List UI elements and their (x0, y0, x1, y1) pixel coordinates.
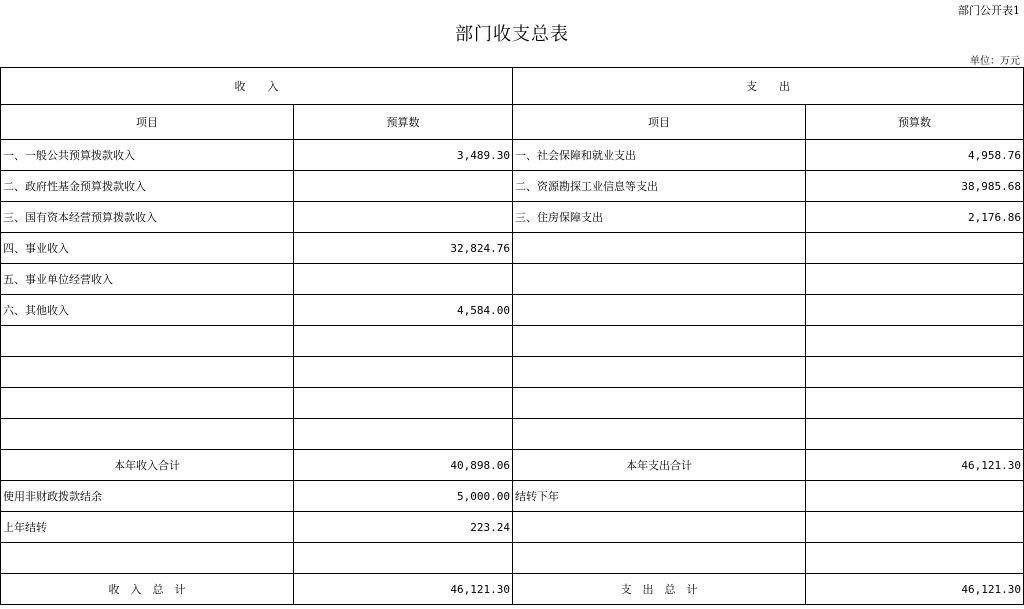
expense-grand-total-label: 支 出 总 计 (513, 574, 806, 605)
income-section-header: 收 入 (1, 68, 513, 105)
expense-item (513, 543, 806, 574)
expense-item (513, 326, 806, 357)
form-number: 部门公开表1 (958, 4, 1020, 17)
income-item (1, 388, 294, 419)
balance-row (1, 481, 1024, 512)
income-value (294, 326, 513, 357)
grand-total-row (1, 574, 1024, 605)
expense-value (806, 419, 1024, 450)
table-row (1, 264, 1024, 295)
income-item: 二、政府性基金预算拨款收入 (1, 171, 294, 202)
non-fiscal-balance-value: 5,000.00 (294, 481, 513, 512)
expense-item (513, 419, 806, 450)
expense-section-header: 支 出 (513, 68, 1024, 105)
carry-next-year-value (806, 481, 1024, 512)
year-income-total-value: 40,898.06 (294, 450, 513, 481)
year-total-row (1, 450, 1024, 481)
expense-value: 38,985.68 (806, 171, 1024, 202)
expense-budget-column-header: 预算数 (806, 105, 1024, 140)
expense-value (806, 357, 1024, 388)
income-item: 六、其他收入 (1, 295, 294, 326)
income-item (1, 419, 294, 450)
budget-summary-table (0, 67, 1024, 605)
prior-year-carry-value: 223.24 (294, 512, 513, 543)
prior-year-carry-label: 上年结转 (1, 512, 294, 543)
year-income-total-label: 本年收入合计 (1, 450, 294, 481)
income-value (294, 419, 513, 450)
income-item: 三、国有资本经营预算拨款收入 (1, 202, 294, 233)
expense-value (806, 326, 1024, 357)
expense-value: 2,176.86 (806, 202, 1024, 233)
table-row (1, 388, 1024, 419)
table-row (1, 543, 1024, 574)
income-item (1, 543, 294, 574)
non-fiscal-balance-label: 使用非财政拨款结余 (1, 481, 294, 512)
expense-item (513, 264, 806, 295)
income-value: 4,584.00 (294, 295, 513, 326)
income-value (294, 171, 513, 202)
table-row (1, 419, 1024, 450)
year-expense-total-value: 46,121.30 (806, 450, 1024, 481)
expense-value: 4,958.76 (806, 140, 1024, 171)
income-grand-total-value: 46,121.30 (294, 574, 513, 605)
table-row (1, 171, 1024, 202)
income-value: 32,824.76 (294, 233, 513, 264)
expense-value (806, 233, 1024, 264)
income-value (294, 357, 513, 388)
expense-value (806, 512, 1024, 543)
expense-item (513, 357, 806, 388)
expense-item (513, 295, 806, 326)
unit-label: 单位：万元 (970, 56, 1020, 67)
income-value (294, 202, 513, 233)
income-budget-column-header: 预算数 (294, 105, 513, 140)
year-expense-total-label: 本年支出合计 (513, 450, 806, 481)
income-item-column-header: 项目 (1, 105, 294, 140)
expense-value (806, 264, 1024, 295)
expense-grand-total-value: 46,121.30 (806, 574, 1024, 605)
expense-value (806, 388, 1024, 419)
income-item: 五、事业单位经营收入 (1, 264, 294, 295)
income-value (294, 264, 513, 295)
table-row (1, 233, 1024, 264)
expense-item (513, 512, 806, 543)
column-header-row (1, 105, 1024, 140)
expense-item (513, 388, 806, 419)
page-title: 部门收支总表 (455, 24, 569, 45)
income-item (1, 357, 294, 388)
expense-item-column-header: 项目 (513, 105, 806, 140)
table-row (1, 202, 1024, 233)
income-value (294, 543, 513, 574)
expense-item: 二、资源勘探工业信息等支出 (513, 171, 806, 202)
table-row (1, 326, 1024, 357)
expense-item: 三、住房保障支出 (513, 202, 806, 233)
table-row (1, 140, 1024, 171)
section-header-row (1, 68, 1024, 105)
expense-value (806, 543, 1024, 574)
income-value: 3,489.30 (294, 140, 513, 171)
carry-next-year-label: 结转下年 (513, 481, 806, 512)
prior-carry-row (1, 512, 1024, 543)
income-grand-total-label: 收 入 总 计 (1, 574, 294, 605)
expense-item: 一、社会保障和就业支出 (513, 140, 806, 171)
expense-item (513, 233, 806, 264)
table-row (1, 357, 1024, 388)
expense-value (806, 295, 1024, 326)
table-row (1, 295, 1024, 326)
income-item (1, 326, 294, 357)
income-item: 四、事业收入 (1, 233, 294, 264)
income-item: 一、一般公共预算拨款收入 (1, 140, 294, 171)
income-value (294, 388, 513, 419)
